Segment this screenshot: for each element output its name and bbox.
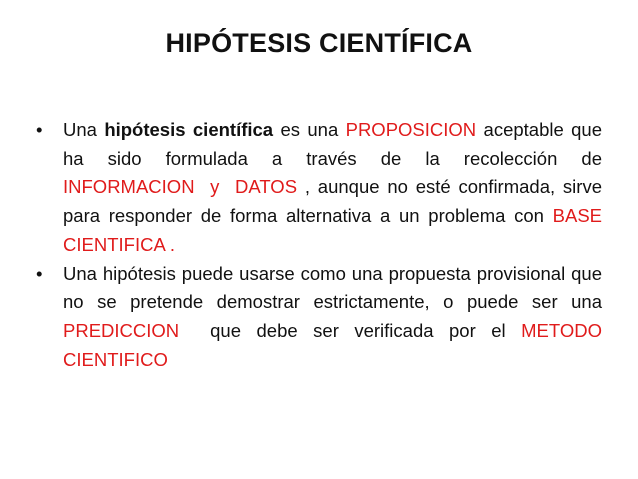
- slide-title: HIPÓTESIS CIENTÍFICA: [165, 28, 473, 58]
- bullet-marker: •: [36, 119, 43, 140]
- text-plain: es una: [273, 119, 346, 140]
- highlight-base-cientifica: BASE CIENTIFICA .: [63, 205, 602, 255]
- highlight-metodo-cientifico: METODO CIENTIFICO: [63, 319, 602, 370]
- text-plain: , aunque no esté confirmada, sirve para responder de forma alternativa a un problema con: [63, 176, 602, 227]
- highlight-informacion-datos: INFORMACION y DATOS: [63, 176, 298, 198]
- text-plain: que debe ser verificada por el: [179, 319, 522, 341]
- text-plain: Una hipótesis puede usarse como una propuesta provisional que no se pretende demostrar estrictamente, o puede ser una: [63, 262, 602, 313]
- text-plain: Una: [63, 119, 105, 140]
- bullet-item: [36, 260, 602, 375]
- bullet-item: [36, 116, 602, 260]
- bullet-list: [36, 116, 602, 374]
- text-plain: aceptable que ha sido formulada a través de la recolección de: [63, 119, 603, 169]
- highlight-proposicion: PROPOSICION: [345, 119, 477, 140]
- term-hipotesis-cientifica: hipótesis científica: [104, 119, 274, 140]
- highlight-prediccion: PREDICCION: [63, 319, 180, 341]
- bullet-marker: •: [36, 262, 43, 284]
